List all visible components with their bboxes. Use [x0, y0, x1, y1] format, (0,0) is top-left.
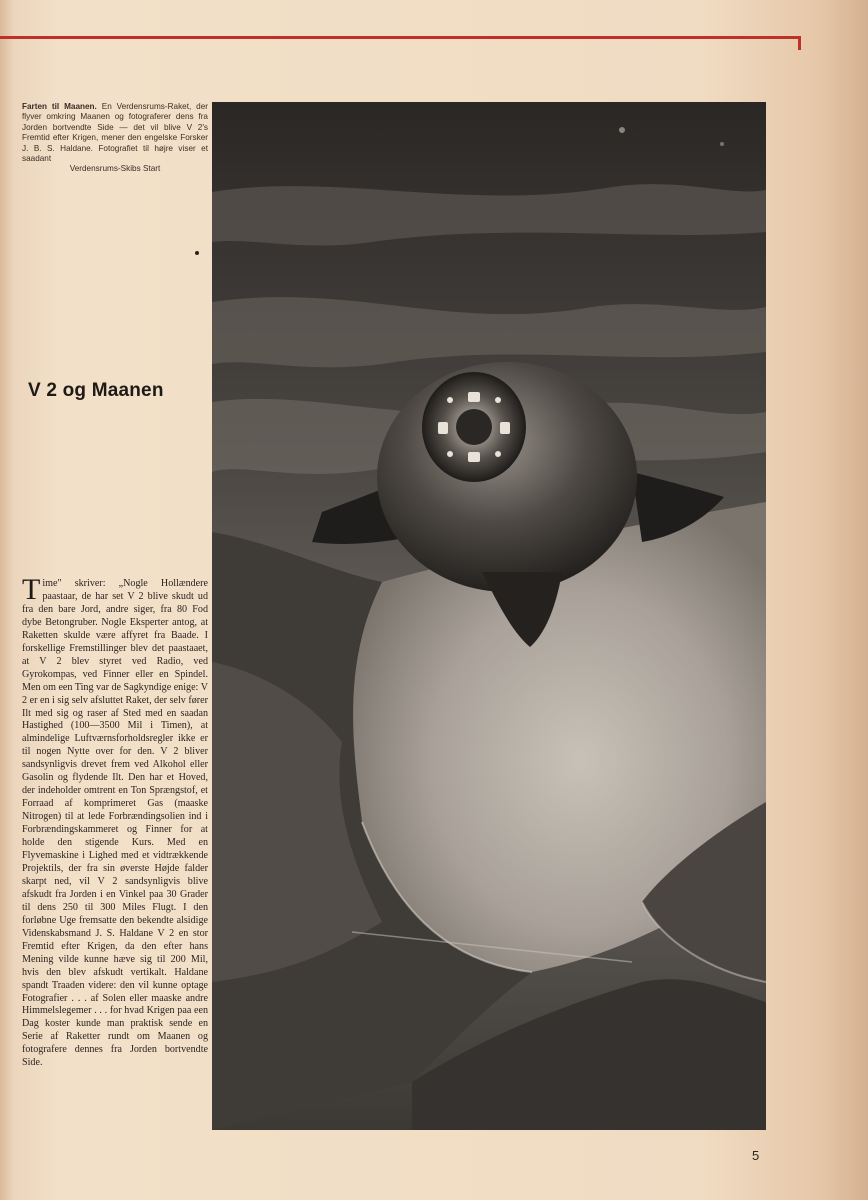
page-number: 5	[752, 1148, 760, 1163]
caption-last-line: Verdensrums-Skibs Start	[69, 164, 161, 174]
bullet-dot	[195, 251, 199, 255]
red-corner-rule	[798, 36, 801, 50]
article-body	[22, 573, 208, 1070]
drop-cap: T	[22, 573, 41, 606]
article-text: ime" skriver: „Nogle Hollændere paastaar, de har set V 2 blive skudt ud fra den bare Jord, andre siger, fra 80 Fod dybe Betongruber. Nogle Eksperter antog, at Raketten skulde være affyret fra Baade. I forskellige Fremstillinger blev det paastaaet, at V 2 blev styret ved Radio, ved Gyrokompas, ved Finner eller en Spindel. Men om een Ting var de Sagkyndige enige: V 2 er en i sig selv afsluttet Raket, der selv fører Ilt med sig og raser af Sted med en saadan Hastighed (100—3500 Mil i Timen), at almindelige Luftværnsforholdsregler ikke er til nogen Nytte over for den. V 2 bliver sandsynligvis drevet frem ved Alkohol eller Gasolin og flydende Ilt. Den har et Hoved, der indeholder omtrent en Ton Sprængstof, et Forraad af komprimeret Gas (maaske Nitrogen) til at lede Forbrændingsolien ind i Forbrændingskammeret og Finner for at holde den stigende Kurs. Med en Flyvemaskine i Lighed med et vidtrækkende Projektils, der fra sin øverste Højde falder skarpt ned, vil V 2 sandsynligvis blive afskudt fra Jorden i en Vinkel paa 30 Grader til dens 250 til 300 Miles Flugt. I den forløbne Uge fremsatte den bekendte alsidige Videnskabsmand J. S. Haldane V 2 en stor Fremtid efter Krigen, da den efter hans Mening vilde kunne hæve sig til 200 Mil, hvis den blev afskudt vertikalt. Haldane spandt Traaden videre: den vil kunne optage Fotografier . . . af Solen eller maaske andre Himmelslegemer . . . for hvad Krigen paa een Dag koster kunde man praktisk sende en Serie af Raketter rundt om Maanen og fotografere dennes fra Jorden bortvendte Side.	[22, 578, 208, 1069]
photo-caption	[22, 102, 208, 175]
caption-body: En Verdensrums-Raket, der flyver omkring Maanen og fotograferer dens fra Jorden bortvendte Side — det vil blive V 2's Fremtid efter Krigen, mener den engelske Forsker J. B. S. Haldane. Fotografiet til højre viser et saadant	[22, 102, 208, 164]
rocket-photo	[212, 102, 766, 1130]
red-top-rule	[0, 36, 800, 39]
article-heading: V 2 og Maanen	[28, 380, 164, 401]
caption-lead: Farten til Maanen.	[22, 102, 97, 111]
